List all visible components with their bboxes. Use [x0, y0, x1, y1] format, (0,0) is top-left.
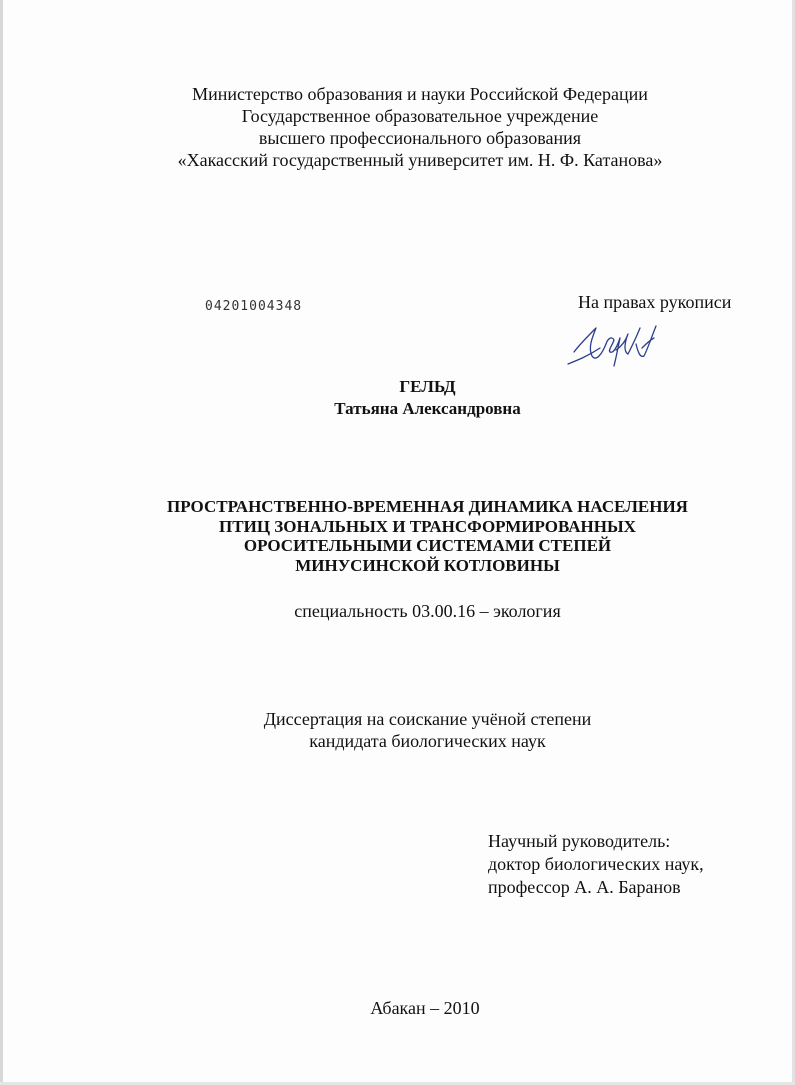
author-surname: ГЕЛЬД: [399, 377, 456, 396]
supervisor-block: [488, 830, 704, 899]
supervisor-label: Научный руководитель:: [488, 831, 671, 851]
author-given-names: Татьяна Александровна: [334, 399, 521, 418]
title-line-3: ОРОСИТЕЛЬНЫМИ СИСТЕМАМИ СТЕПЕЙ: [243, 536, 612, 555]
degree-statement: [200, 708, 655, 752]
title-line-4: МИНУСИНСКОЙ КОТЛОВИНЫ: [295, 555, 560, 575]
specialty-line: специальность 03.00.16 – экология: [294, 601, 561, 621]
degree-line-2: кандидата биологических наук: [309, 731, 546, 751]
dissertation-title: [100, 497, 755, 575]
signature-image: [566, 318, 661, 370]
scan-edge-left: [0, 0, 3, 1085]
city-year: Абакан – 2010: [370, 998, 480, 1018]
degree-line-1: Диссертация на соискание учёной степени: [263, 709, 592, 729]
library-code: 04201004348: [205, 299, 303, 314]
header-line-ministry: Министерство образования и науки Российской Федерации: [192, 84, 648, 104]
author-block: [220, 376, 635, 420]
title-line-2: ПТИЦ ЗОНАЛЬНЫХ И ТРАНСФОРМИРОВАННЫХ: [219, 516, 636, 536]
header-line-institution-type: Государственное образовательное учреждение: [241, 106, 599, 126]
header-line-university: «Хакасский государственный университет им. Н. Ф. Катанова»: [177, 150, 663, 170]
rights-note: На правах рукописи: [578, 292, 732, 312]
institution-header: [120, 83, 720, 171]
supervisor-degree: доктор биологических наук,: [488, 854, 704, 874]
supervisor-name: профессор А. А. Баранов: [488, 877, 681, 897]
header-line-education-level: высшего профессионального образования: [258, 128, 582, 148]
title-line-1: ПРОСТРАНСТВЕННО-ВРЕМЕННАЯ ДИНАМИКА НАСЕЛЕНИЯ: [167, 497, 688, 516]
